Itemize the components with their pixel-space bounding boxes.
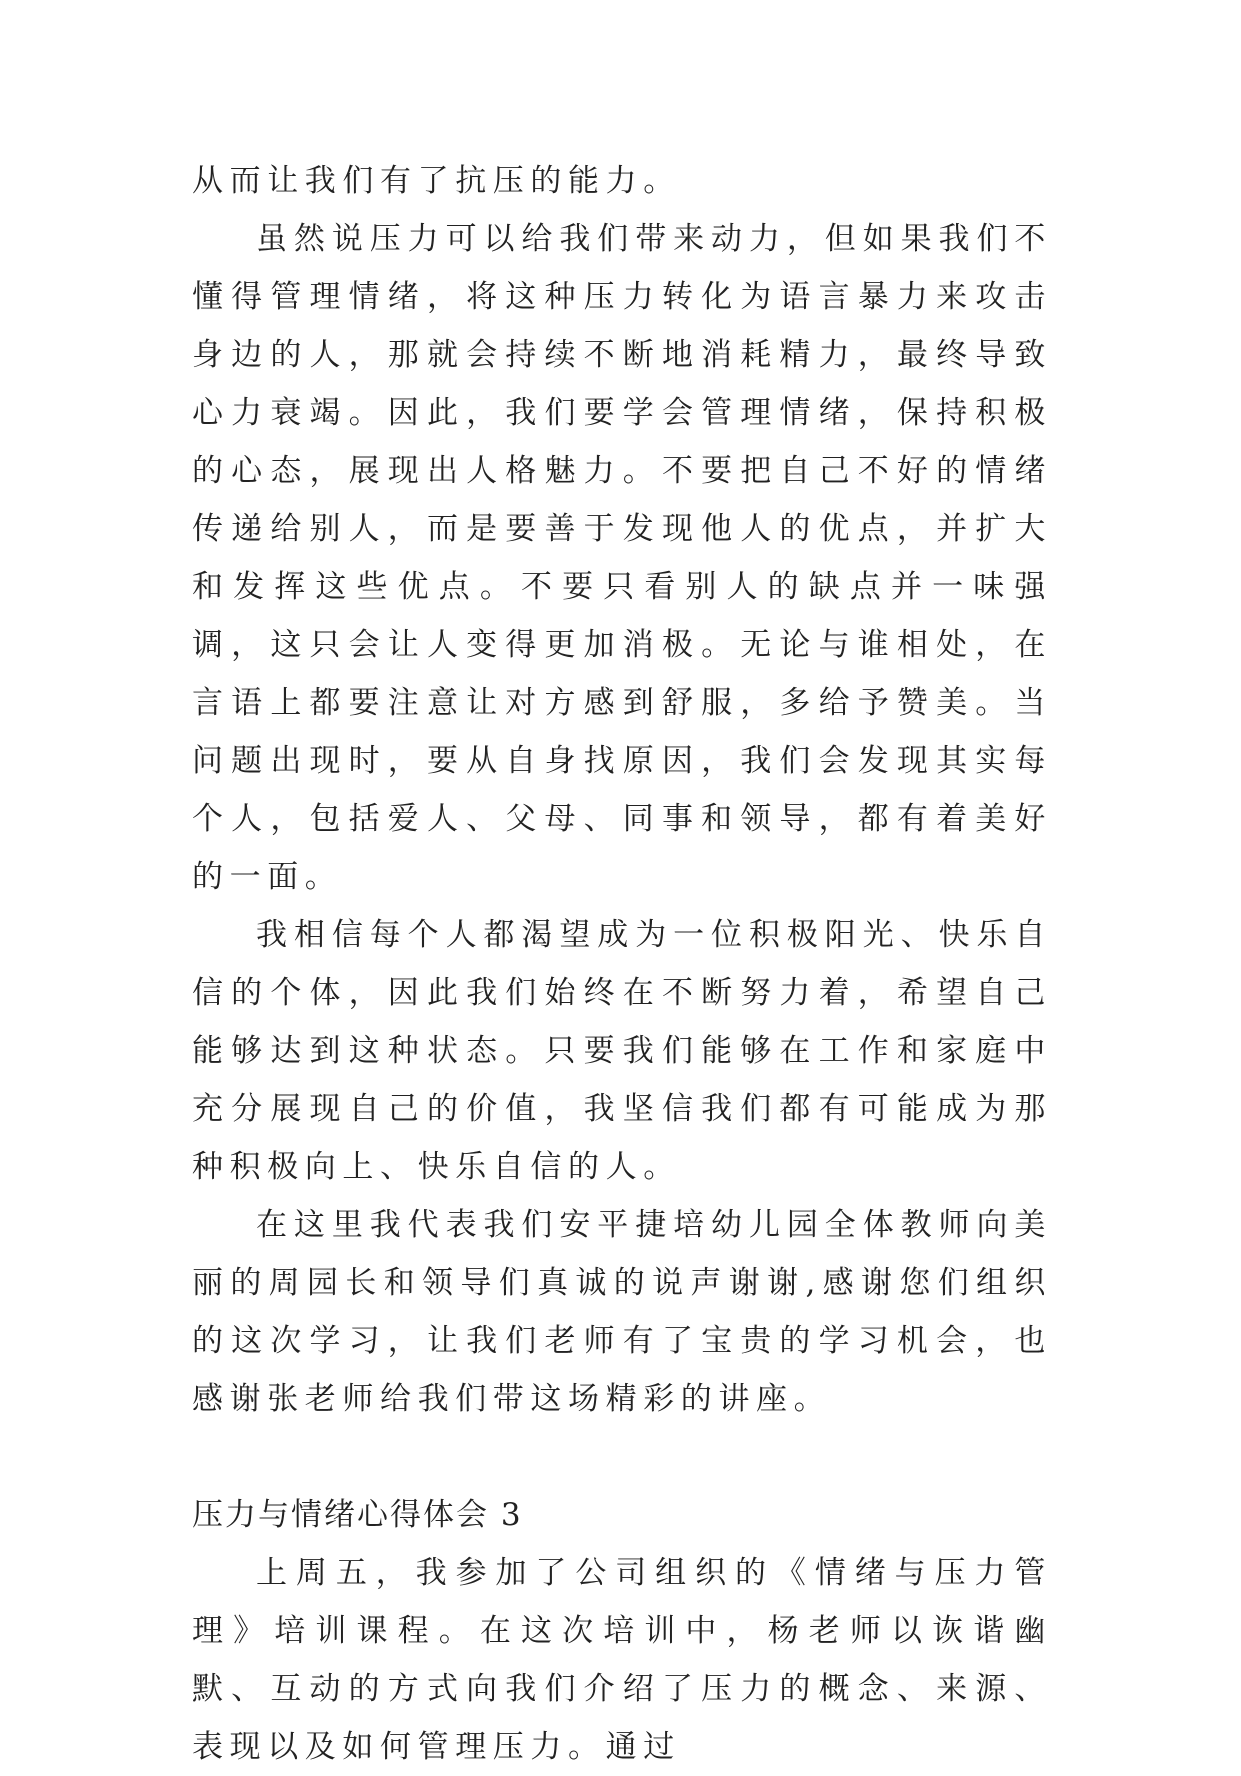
document-body [192,152,1052,1776]
paragraph-positive-confidence: 我相信每个人都渴望成为一位积极阳光、快乐自信的个体，因此我们始终在不断努力着，希望自己能够达到这种状态。只要我们能够在工作和家庭中充分展现自己的价值，我坚信我们都有可能成为那种积极向上、快乐自信的人。 [192,917,1052,1185]
paragraph-emotion-management: 虽然说压力可以给我们带来动力，但如果我们不懂得管理情绪，将这种压力转化为语言暴力来攻击身边的人，那就会持续不断地消耗精力，最终导致心力衰竭。因此，我们要学会管理情绪，保持积极的心态，展现出人格魅力。不要把自己不好的情绪传递给别人，而是要善于发现他人的优点，并扩大和发挥这些优点。不要只看别人的缺点并一味强调，这只会让人变得更加消极。无论与谁相处，在言语上都要注意让对方感到舒服，多给予赞美。当问题出现时，要从自身找原因，我们会发现其实每个人，包括爱人、父母、同事和领导，都有着美好的一面。 [192,221,1052,895]
paragraph-continuation: 从而让我们有了抗压的能力。 [192,163,681,199]
section-title: 压力与情绪心得体会 3 [192,1497,523,1533]
paragraph-training-intro: 上周五，我参加了公司组织的《情绪与压力管理》培训课程。在这次培训中，杨老师以诙谐幽默、互动的方式向我们介绍了压力的概念、来源、表现以及如何管理压力。通过 [192,1555,1052,1765]
paragraph-thanks: 在这里我代表我们安平捷培幼儿园全体教师向美丽的周园长和领导们真诚的说声谢谢,感谢您们组织的这次学习，让我们老师有了宝贵的学习机会，也感谢张老师给我们带这场精彩的讲座。 [192,1207,1052,1417]
